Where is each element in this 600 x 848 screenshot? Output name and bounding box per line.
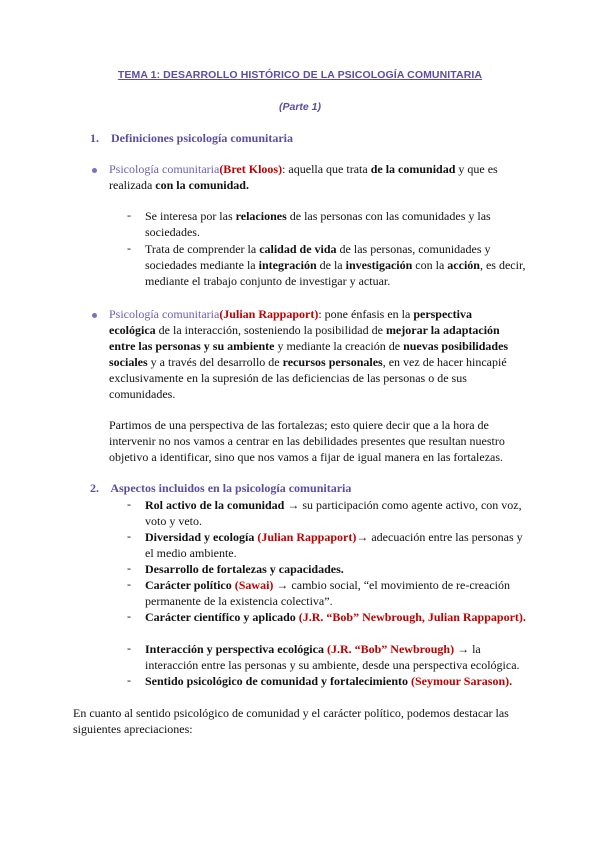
dash-bullet: - <box>127 609 131 623</box>
list-item: Se interesa por las relaciones de las personas con las comunidades y las sociedades. <box>145 209 491 239</box>
dash-bullet: - <box>127 561 131 575</box>
document-title: TEMA 1: DESARROLLO HISTÓRICO DE LA PSICOLOGÍA COMUNITARIA <box>117 69 483 81</box>
dash-bullet: - <box>127 497 131 511</box>
definition-text: y que es realizada <box>109 162 498 192</box>
dash-bullet: - <box>127 208 131 222</box>
definition-bold: con la comunidad. <box>155 178 249 192</box>
bullet-dot-icon <box>92 168 97 173</box>
bullet-dot-icon <box>92 313 97 318</box>
dash-bullet: - <box>127 641 131 655</box>
definition-bold: de la comunidad <box>370 162 456 176</box>
section-1-heading <box>90 131 293 146</box>
aspect-item: Carácter científico y aplicado (J.R. “Bob” Newbrough, Julian Rappaport). <box>145 610 526 624</box>
section-1-number: 1. <box>90 131 99 145</box>
definition-text: : aquella que trata <box>282 162 371 176</box>
definition-author: (Bret Kloos) <box>219 162 283 176</box>
aspect-item: Desarrollo de fortalezas y capacidades. <box>145 562 344 576</box>
strengths-note: Partimos de una perspectiva de las fortalezas; esto quiere decir que a la hora de intervenir no nos vamos a centrar en las debilidades presentes que resultan nuestro objetivo a identificar, sino que nos vamos a fijar de igual manera en las fortalezas. <box>109 418 505 464</box>
definition-kloos <box>109 161 519 193</box>
definition-author: (Julian Rappaport) <box>219 307 319 321</box>
dash-bullet: - <box>127 529 131 543</box>
section-1-title: Definiciones psicología comunitaria <box>111 131 293 145</box>
aspect-item: Carácter político (Sawai) → cambio social, “el movimiento de re-creación permanente de la existencia colectiva”. <box>145 578 510 608</box>
dash-bullet: - <box>127 241 131 255</box>
aspect-item: Rol activo de la comunidad → su participación como agente activo, con voz, voto y veto. <box>145 498 522 528</box>
document-subtitle: (Parte 1) <box>278 101 321 113</box>
definition-rappaport: Psicología comunitaria(Julian Rappaport): pone énfasis en la perspectiva ecológica de la interacción, sosteniendo la posibilidad de mejorar la adaptación entre las personas y su ambiente y mediante la creación de nuevas posibilidades sociales y a través del desarrollo de recursos personales, en vez de hacer hincapié exclusivamente en la supresión de las deficiencias de las personas o de sus comunidades. <box>109 307 509 401</box>
dash-bullet: - <box>127 673 131 687</box>
aspect-item: Interacción y perspectiva ecológica (J.R. “Bob” Newbrough) → la interacción entre las personas y su ambiente, desde una perspectiva ecológica. <box>145 642 520 672</box>
definition-term: Psicología comunitaria <box>109 162 220 176</box>
definition-term: Psicología comunitaria <box>109 307 220 321</box>
dash-bullet: - <box>127 577 131 591</box>
aspect-item: Sentido psicológico de comunidad y fortalecimiento (Seymour Sarason). <box>145 674 513 688</box>
list-item: Trata de comprender la calidad de vida de las personas, comunidades y sociedades mediante la integración de la investigación con la acción, es decir, mediante el trabajo conjunto de investigar y actuar. <box>145 242 526 288</box>
aspect-item: Diversidad y ecología (Julian Rappaport)→ adecuación entre las personas y el medio ambiente. <box>145 530 523 560</box>
section-2-heading <box>90 481 351 496</box>
closing-paragraph: En cuanto al sentido psicológico de comunidad y el carácter político, podemos destacar las siguientes apreciaciones: <box>73 706 509 736</box>
section-2-number: 2. <box>90 481 99 495</box>
section-2-title: Aspectos incluidos en la psicología comunitaria <box>110 481 352 495</box>
